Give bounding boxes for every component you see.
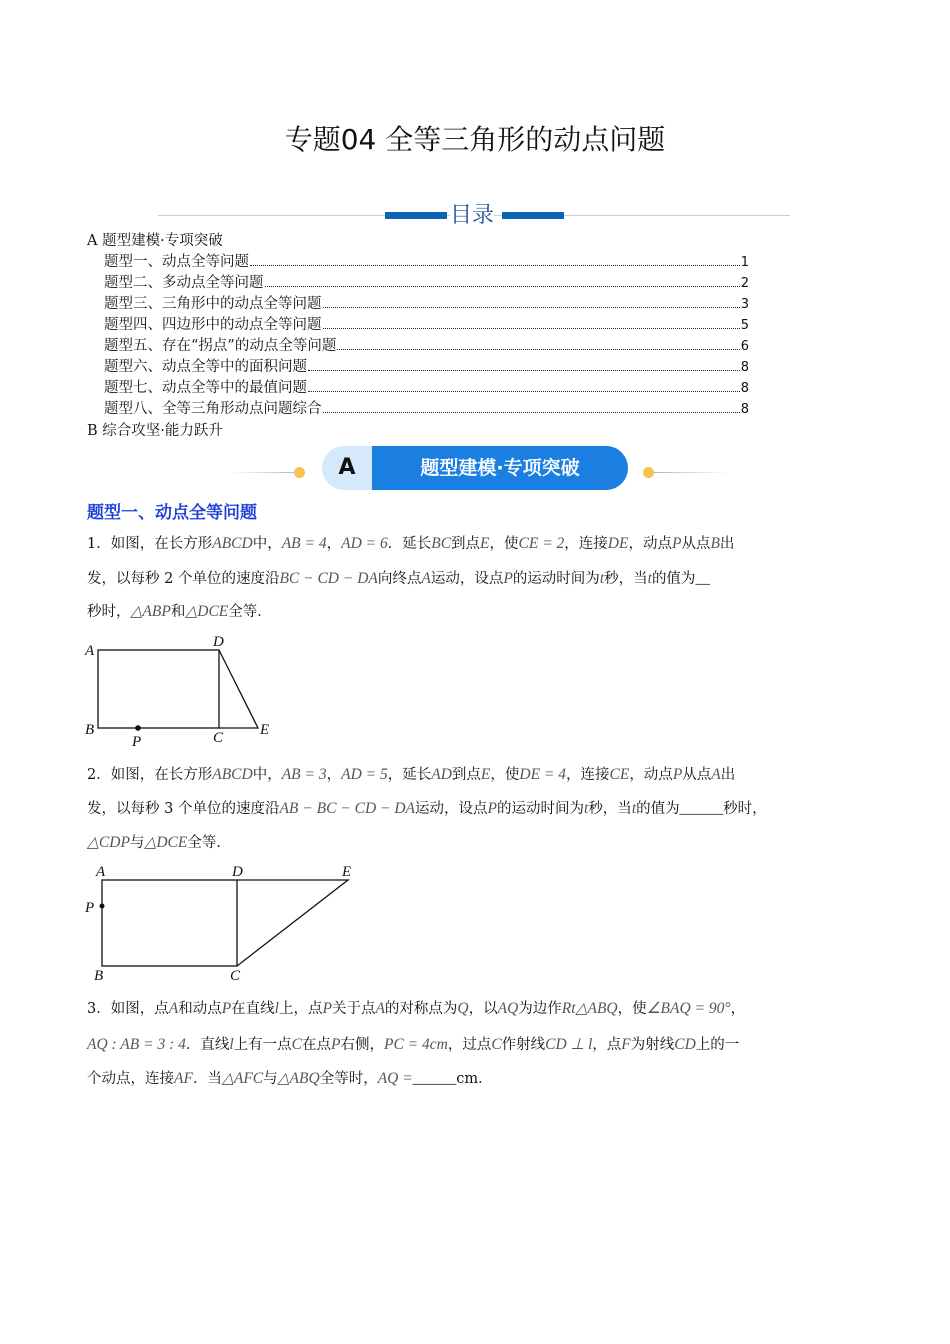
problem-text: 从点 [681,536,711,552]
document-title: 专题04 全等三角形的动点问题 [284,123,666,156]
problem-text: ，使 [490,767,520,783]
math-expression: CE = 2 [518,535,565,552]
label-p: P [85,900,95,916]
point-p [100,904,105,909]
figure-2 [80,860,370,985]
problem-text: ．延长 [387,536,432,552]
problem-text: 的运动时间为 [497,801,584,817]
toc-leader-dots [308,391,740,392]
toc-leader-dots [265,286,740,287]
problem-text: 的值为 [651,571,696,587]
problem-text: ，点 [592,1037,622,1053]
problem-text: 2．如图，在长方形 [87,767,213,783]
problem-text: ，动点 [628,536,672,552]
toc-section-a[interactable]: A 题型建模·专项突破 [87,233,223,249]
math-expression: E [480,766,491,783]
math-expression: △ABP [130,603,171,620]
toc-entry[interactable] [104,313,749,334]
math-expression: A [421,570,431,587]
problem-text: ，动点 [629,767,673,783]
toc-page-number: 8 [740,402,749,417]
banner-dot-left [294,467,305,478]
problem-1-line [87,600,272,621]
math-expression: P [487,800,497,817]
math-expression: B [710,535,720,552]
math-expression: △ABQ [277,1070,320,1087]
triangle-dce [237,880,348,966]
problem-text: 秒，当 [604,571,648,587]
problem-2-line [87,831,231,852]
problem-text: 发，以每秒 2 个单位的速度沿 [87,571,280,587]
answer-blank: __ [695,571,710,587]
toc-page-number: 2 [740,276,749,291]
math-expression: △DCE [185,603,229,620]
math-expression: AD = 5 [341,766,388,783]
math-expression: P [503,570,513,587]
toc-entry[interactable] [104,376,749,397]
toc-leader-dots [337,349,739,350]
math-expression: P [322,1000,332,1017]
math-expression: AQ : AB = 3 : 4 [87,1036,186,1053]
problem-text: 出 [720,767,736,783]
problem-text: ，连接 [566,767,610,783]
math-expression: AD [431,766,452,783]
toc-leader-dots [308,370,740,371]
problem-text: 在直线 [231,1001,275,1017]
problem-3-line [87,1067,493,1088]
math-expression: AB − BC − CD − DA [279,800,416,817]
math-expression: AB = 3 [281,766,327,783]
math-expression: ∠BAQ = 90° [646,1000,731,1017]
toc-page-number: 3 [740,297,749,312]
problem-text: ，以 [468,1001,498,1017]
toc-entry-label: 题型五、存在“拐点”的动点全等问题 [104,338,337,354]
problem-text: 和 [170,604,186,620]
math-expression: DE [607,535,629,552]
problem-text: 秒时， [87,604,131,620]
problem-2-line [87,763,735,784]
problem-text: 的值为 [636,801,680,817]
problem-2-line [87,797,767,818]
math-expression: PC = 4cm [383,1036,448,1053]
math-expression: ABCD [212,766,253,783]
problem-text: ， [326,767,342,783]
toc-leader-dots [323,328,740,329]
label-b: B [94,968,104,984]
toc-bar-right [502,212,564,219]
label-p: P [132,734,142,750]
banner-wing-left [230,472,300,473]
label-d: D [232,864,243,880]
point-p [135,725,141,731]
toc-leader-dots [250,265,740,266]
toc-bar-left [385,212,447,219]
math-expression: A [711,766,721,783]
math-expression: F [621,1036,631,1053]
toc-entry-label: 题型二、多动点全等问题 [104,275,264,291]
problem-text: 上有一点 [233,1037,292,1053]
figure-1 [80,628,280,750]
problem-text: 个动点，连接 [87,1071,174,1087]
math-expression: P [331,1036,341,1053]
math-expression: l [229,1036,234,1053]
math-expression: E [480,535,490,552]
banner-wing-right [650,472,730,473]
toc-page-number: 6 [740,339,749,354]
problem-text: ， [326,536,342,552]
toc-entry[interactable] [104,271,749,292]
problem-text: 为边作 [518,1001,562,1017]
toc-page-number: 8 [740,381,749,396]
problem-text: 上的一 [695,1037,740,1053]
toc-leader-dots [323,307,740,308]
problem-text: 中， [252,536,282,552]
math-expression: AD = 6 [341,535,388,552]
toc-page-number: 8 [740,360,749,375]
label-d: D [213,634,224,650]
math-expression: CD [674,1036,696,1053]
math-expression: CD ⊥ l [545,1036,593,1053]
toc-page-number: 5 [740,318,749,333]
problem-text: ， [730,1001,746,1017]
rectangle-abcd [98,650,219,728]
label-a: A [96,864,106,880]
problem-text: 从点 [682,767,712,783]
problem-text: 发，以每秒 3 个单位的速度沿 [87,801,280,817]
toc-entry[interactable] [104,250,749,271]
problem-text: ，过点 [447,1037,492,1053]
math-expression: ABCD [212,535,253,552]
math-expression: AQ [497,1000,519,1017]
math-expression: △AFC [221,1070,264,1087]
problem-text: 的运动时间为 [512,571,600,587]
toc-entry[interactable] [104,334,749,355]
toc-entry[interactable] [104,355,749,376]
toc-entry-label: 题型七、动点全等中的最值问题 [104,380,307,396]
problem-text: 与 [263,1071,278,1087]
problem-text: 出 [719,536,735,552]
label-a: A [85,643,95,659]
math-expression: t [584,800,589,817]
problem-text: 运动，设点 [430,571,504,587]
problem-3-line [87,1033,739,1054]
problem-text: 3．如图，点 [87,1001,169,1017]
problem-text: ，延长 [387,767,432,783]
answer-blank: ______ [679,801,724,817]
math-expression: P [671,535,682,552]
banner-letter: A [338,455,356,480]
math-expression: t [647,570,652,587]
toc-entry-label: 题型四、四边形中的动点全等问题 [104,317,322,333]
math-expression: DE = 4 [519,766,566,783]
math-expression: AB = 4 [281,535,327,552]
toc-page-number: 1 [740,255,749,270]
rectangle-abcd [102,880,237,966]
problem-text: 为射线 [630,1037,675,1053]
toc-section-b[interactable]: B 综合攻坚·能力跃升 [87,423,223,439]
toc-entry-label: 题型六、动点全等中的面积问题 [104,359,307,375]
math-expression: P [672,766,683,783]
problem-text: ．当 [192,1071,222,1087]
section-heading: 题型一、动点全等问题 [87,503,257,523]
problem-text: 全等时， [319,1071,378,1087]
problem-text: 关于点 [331,1001,376,1017]
problem-text: 在点 [302,1037,332,1053]
problem-text: 秒时， [723,801,767,817]
math-expression: Rt△ABQ [561,1000,618,1017]
math-expression: BC − CD − DA [279,570,378,587]
problem-text: 与 [129,835,145,851]
math-expression: A [375,1000,385,1017]
toc-entry-label: 题型八、全等三角形动点问题综合 [104,401,322,417]
toc-entry[interactable] [104,292,749,313]
problem-1-line [87,532,734,553]
label-b: B [85,722,95,738]
problem-text: ，使 [489,536,519,552]
problem-text: 秒，当 [588,801,632,817]
label-c: C [213,730,224,746]
answer-blank: ______ [412,1071,457,1087]
math-expression: C [291,1036,303,1053]
math-expression: t [599,570,605,587]
triangle-dce [219,650,258,728]
problem-text: 1．如图，在长方形 [87,536,213,552]
problem-text: 作射线 [501,1037,546,1053]
toc-entry-label: 题型一、动点全等问题 [104,254,249,270]
problem-text: 到点 [451,767,481,783]
problem-text: 全等． [228,604,272,620]
math-expression: △DCE [144,834,188,851]
banner-dot-right [643,467,654,478]
problem-text: 右侧， [340,1037,384,1053]
problem-text: 向终点 [377,571,422,587]
math-expression: l [274,1000,279,1017]
math-expression: C [491,1036,502,1053]
toc-heading: 目录 [450,198,494,229]
problem-text: 上，点 [278,1001,323,1017]
problem-text: 和动点 [178,1001,222,1017]
math-expression: AF [174,1070,193,1087]
label-e: E [342,864,352,880]
label-e: E [260,722,270,738]
math-expression: △CDP [87,834,130,851]
problem-text: ，连接 [564,536,608,552]
label-c: C [230,968,241,984]
math-expression: AQ = [377,1070,413,1087]
problem-text: 到点 [451,536,481,552]
problem-3-line [87,997,745,1018]
banner-text: 题型建模·专项突破 [420,457,580,479]
math-expression: Q [457,1000,469,1017]
math-expression: t [631,800,637,817]
problem-text: 的对称点为 [384,1001,458,1017]
toc-leader-dots [323,412,740,413]
problem-text: ．直线 [185,1037,230,1053]
problem-text: cm． [456,1071,493,1087]
math-expression: A [168,1000,179,1017]
toc-entry[interactable] [104,397,749,418]
math-expression: BC [431,535,452,552]
problem-text: ，使 [617,1001,647,1017]
problem-text: 运动，设点 [415,801,488,817]
problem-1-line [87,567,710,588]
problem-text: 中， [252,767,282,783]
problem-text: 全等． [187,835,231,851]
math-expression: CE [609,766,630,783]
math-expression: P [221,1000,232,1017]
toc-entry-label: 题型三、三角形中的动点全等问题 [104,296,322,312]
